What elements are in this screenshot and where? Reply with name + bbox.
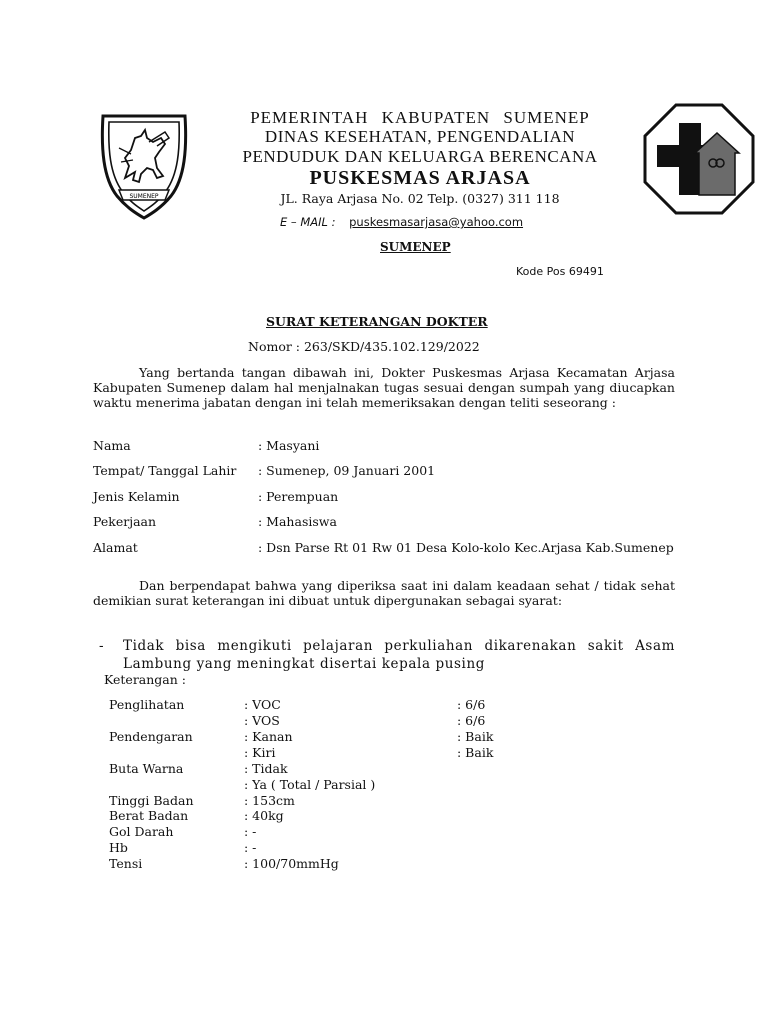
exam-value: : Kiri xyxy=(244,745,276,760)
field-value-nama: : Masyani xyxy=(258,438,320,453)
exam-label: Pendengaran xyxy=(109,729,193,744)
exam-label: Buta Warna xyxy=(109,761,184,776)
exam-value: : Kanan xyxy=(244,729,293,744)
header-email-line xyxy=(280,215,523,229)
field-value-job: : Mahasiswa xyxy=(258,514,337,529)
letter-title: SURAT KETERANGAN DOKTER xyxy=(266,314,488,329)
email-address: puskesmasarjasa@yahoo.com xyxy=(349,215,524,229)
exam-value: : VOC xyxy=(244,697,281,712)
field-label-address: Alamat xyxy=(93,540,138,555)
intro-paragraph xyxy=(93,365,675,410)
exam-value: : Tidak xyxy=(244,761,288,776)
exam-label: Gol Darah xyxy=(109,824,174,839)
puskesmas-octagon-logo xyxy=(643,103,755,215)
exam-result: : Baik xyxy=(457,729,494,744)
header-department-line: DINAS KESEHATAN, PENGENDALIAN xyxy=(264,127,576,146)
field-label-job: Pekerjaan xyxy=(93,514,157,529)
letter-number: Nomor : 263/SKD/435.102.129/2022 xyxy=(248,339,480,354)
exam-result: : Baik xyxy=(457,745,494,760)
field-label-ttl: Tempat/ Tanggal Lahir xyxy=(93,463,237,478)
statement-text: Dan berpendapat bahwa yang diperiksa saat ini dalam keadaan sehat / tidak sehat demikian surat keterangan ini dibuat untuk dipergunakan sebagai syarat: xyxy=(93,578,675,608)
header-department-line-2: PENDUDUK DAN KELUARGA BERENCANA xyxy=(242,147,598,166)
exam-value: : - xyxy=(244,840,257,855)
exam-label: Berat Badan xyxy=(109,808,189,823)
field-value-gender: : Perempuan xyxy=(258,489,339,504)
email-label: E – MAIL : xyxy=(280,215,336,229)
sumenep-shield-logo xyxy=(95,108,193,220)
header-puskesmas-name: PUSKESMAS ARJASA xyxy=(309,167,531,189)
exam-value: : 153cm xyxy=(244,793,295,808)
intro-text: Yang bertanda tangan dibawah ini, Dokter Puskesmas Arjasa Kecamatan Arjasa Kabupaten Sumenep dalam hal menjalnakan tugas sesuai dengan sumpah yang diucapkan waktu menerima jabatan dengan ini telah memeriksakan dengan teliti seseorang : xyxy=(93,365,675,410)
keterangan-label: Keterangan : xyxy=(104,672,186,687)
logo-ribbon-text: SUMENEP xyxy=(129,193,159,200)
exam-label: Tinggi Badan xyxy=(109,793,194,808)
exam-value: : VOS xyxy=(244,713,280,728)
header-government-line: PEMERINTAH KABUPATEN SUMENEP xyxy=(250,108,590,127)
exam-label: Hb xyxy=(109,840,128,855)
exam-value: : 100/70mmHg xyxy=(244,856,339,871)
field-value-address: : Dsn Parse Rt 01 Rw 01 Desa Kolo-kolo Kec.Arjasa Kab.Sumenep xyxy=(258,540,674,555)
exam-result: : 6/6 xyxy=(457,713,486,728)
exam-label: Penglihatan xyxy=(109,697,185,712)
bullet-text: Tidak bisa mengikuti pelajaran perkuliahan dikarenakan sakit Asam Lambung yang meningkat disertai kepala pusing xyxy=(123,638,675,672)
bullet-dash: - xyxy=(99,638,105,654)
field-value-ttl: : Sumenep, 09 Januari 2001 xyxy=(258,463,436,478)
exam-label: Tensi xyxy=(109,856,143,871)
header-city: SUMENEP xyxy=(380,240,451,254)
exam-value: : 40kg xyxy=(244,808,284,823)
exam-value: : - xyxy=(244,824,257,839)
field-label-nama: Nama xyxy=(93,438,131,453)
header-postal-code: Kode Pos 69491 xyxy=(516,265,604,278)
exam-value: : Ya ( Total / Parsial ) xyxy=(244,777,376,792)
exam-result: : 6/6 xyxy=(457,697,486,712)
header-address: JL. Raya Arjasa No. 02 Telp. (0327) 311 118 xyxy=(280,191,560,206)
statement-paragraph xyxy=(93,578,675,608)
field-label-gender: Jenis Kelamin xyxy=(93,489,180,504)
